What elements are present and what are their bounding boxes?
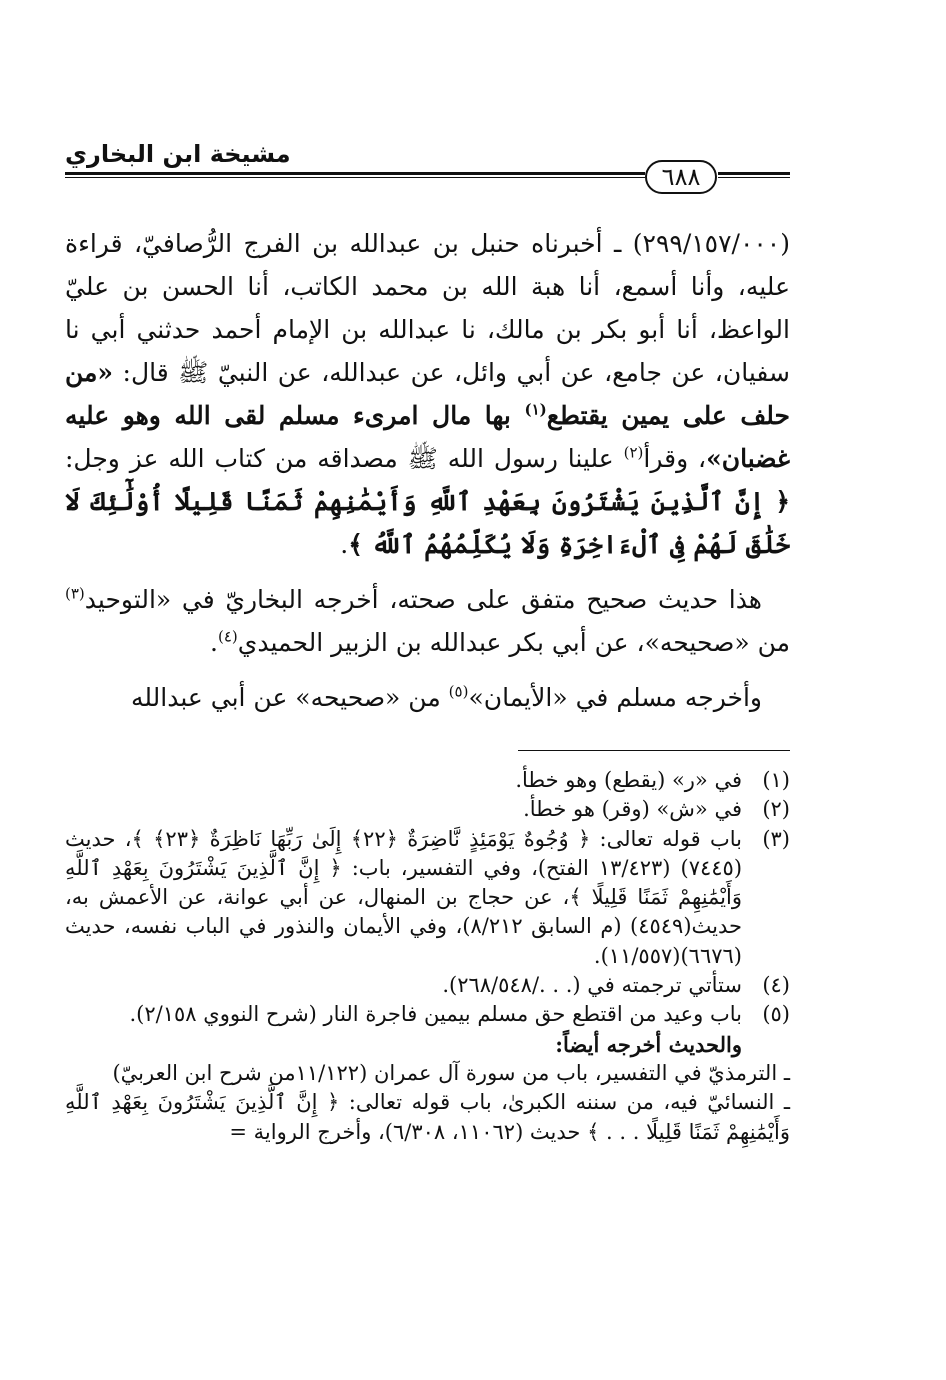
narration-text-continued: علينا رسول الله ﷺ مصداقه من كتاب الله عز وجل: (65, 444, 624, 473)
matn-text-continued: بها مال امرىء مسلم لقى الله وهو عليه غضبان» (65, 401, 790, 473)
quran-verse: ﴿ إِنَّ ٱلَّذِينَ يَشْتَرُونَ بِعَهْدِ ٱللَّهِ وَأَيْمَٰنِهِمْ ثَمَنًا قَلِيلًا أُوْلَٰٓئِكَ لَا خَلَٰقَ لَهُمْ فِى ٱلْءَاخِرَةِ وَلَا يُكَلِّمُهُمُ ٱللَّهُ ﴾ (65, 487, 790, 559)
footnote-text: باب قوله تعالى: ﴿ وُجُوهٌ يَوْمَئِذٍ نَّاضِرَةٌ ﴿٢٢﴾ إِلَىٰ رَبِّهَا نَاظِرَةٌ ﴿٢٣﴾ ﴾، حديث (٧٤٤٥) (١٣/٤٢٣ الفتح)، وفي التفسير، باب: ﴿ إِنَّ ٱلَّذِينَ يَشْتَرُونَ بِعَهْدِ ٱللَّهِ وَأَيْمَٰنِهِمْ ثَمَنًا قَلِيلًا ﴾، عن حجاج بن المنهال، عن أبي عوانة، عن الأعمش به، حديث(٤٥٤٩) (م السابق ٨/٢١٢)، وفي الأيمان والنذور في الباب نفسه، حديث (٦٦٧٦)(١١/٥٥٧). (65, 826, 743, 968)
footnote-item (65, 766, 790, 795)
footnote-ref-5[interactable]: (٥) (448, 682, 469, 701)
footnote-number: (٥) (762, 1002, 790, 1027)
footnote-item (65, 825, 790, 971)
takhrij-paragraph (65, 578, 790, 664)
footnote-item (65, 971, 790, 1000)
footnote-ref-4[interactable]: (٤) (218, 627, 238, 646)
footnote-number: (٢) (762, 797, 790, 822)
takhrij-text: هذا حديث صحيح متفق على صحته، أخرجه البخاريّ في «التوحيد (84, 585, 762, 614)
footnote-number: (٣) (762, 826, 790, 851)
footnote-number: (٤) (762, 973, 790, 998)
footnote-item (65, 795, 790, 824)
footnote-text: في «ش» (وقر) هو خطأ. (523, 797, 742, 822)
muslim-text-continued: من «صحيحه» عن أبي عبدالله (130, 683, 449, 712)
main-text (65, 222, 790, 719)
footnote-ref-1[interactable]: (١) (524, 400, 547, 419)
footnote-text: باب وعيد من اقتطع حق مسلم بيمين فاجرة النار (شرح النووي ٢/١٥٨). (129, 1002, 742, 1027)
paragraph-end: . (340, 530, 349, 559)
narration-text: ، وقرأ (643, 444, 707, 473)
also-heading: والحديث أخرجه أيضاً: (555, 1031, 742, 1057)
footnote-separator (518, 750, 790, 751)
muslim-text: وأخرجه مسلم في «الأيمان» (468, 683, 762, 712)
also-line: ـ النسائيّ فيه، من سننه الكبرىٰ، باب قوله تعالى: ﴿ إِنَّ ٱلَّذِينَ يَشْتَرُونَ بِعَهْدِ ٱللَّهِ وَأَيْمَٰنِهِمْ ثَمَنًا قَلِيلًا . . . ﴾ حديث (١١٠٦٢، ٦/٣٠٨)، وأخرج الرواية = (65, 1090, 790, 1144)
hadith-paragraph (65, 222, 790, 566)
footnote-item (65, 1000, 790, 1029)
matn-text: «من حلف على يمين يقتطع (65, 358, 790, 430)
header-rule-right (718, 172, 790, 178)
paragraph-end: . (210, 628, 218, 657)
footnote-ref-2[interactable]: (٢) (623, 443, 644, 462)
also-line: ـ الترمذيّ في التفسير، باب من سورة آل عمران (١١/١٢٢من شرح ابن العربيّ) (112, 1060, 790, 1085)
muslim-paragraph (65, 676, 790, 719)
takhrij-text-continued: من «صحيحه»، عن أبي بكر عبدالله بن الزبير الحميدي (237, 628, 790, 657)
header-rule-left (65, 172, 645, 178)
paragraph-gap (65, 566, 790, 578)
footnote-number: (١) (762, 768, 790, 792)
isnad-text: (٢٩٩/١٥٧/٠٠٠) ـ أخبرناه حنبل بن عبدالله بن الفرج الرُّصافيّ، قراءة عليه، وأنا أسمع، أنا هبة الله بن محمد الكاتب، أنا الحسن بن عليّ الواعظ، أنا أبو بكر بن مالك، نا عبدالله بن الإمام أحمد حدثني أبي نا سفيان، عن جامع، عن أبي وائل، عن عبدالله، عن النبيّ ﷺ قال: (65, 229, 790, 387)
paragraph-gap (65, 664, 790, 676)
footnotes (65, 766, 790, 1147)
page-number: ٦٨٨ (645, 160, 717, 194)
footnote-text: ستأتي ترجمته في (. . ./٢٦٨/٥٤٨). (442, 973, 742, 998)
footnote-text: في «ر» (يقطع) وهو خطأ. (515, 768, 742, 792)
footnote-ref-3[interactable]: (٣) (65, 584, 85, 603)
running-title: مشيخة ابن البخاري (65, 140, 291, 168)
